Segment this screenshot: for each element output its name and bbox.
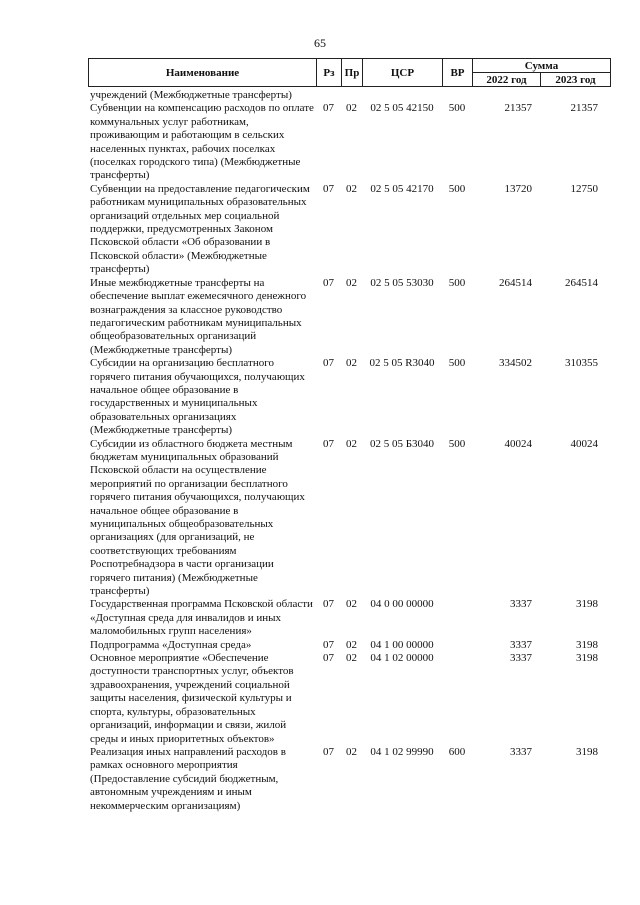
row-pr: 02 (346, 357, 357, 370)
row-rz: 07 (323, 102, 334, 115)
row-sum-2023: 310355 (565, 357, 598, 370)
row-sum-2022: 3337 (510, 598, 532, 611)
row-vr: 500 (448, 182, 466, 195)
row-csr: 02 5 05 53030 (370, 276, 434, 289)
row-sum-2022 (472, 89, 540, 102)
row-pr: 02 (346, 638, 357, 651)
row-pr: 02 (346, 182, 357, 195)
row-sum-2023: 3198 (576, 598, 598, 611)
row-pr: 02 (346, 745, 357, 758)
header-year-2022: 2022 год (473, 73, 541, 87)
table-row (88, 746, 610, 813)
table-row (88, 639, 610, 652)
table-row (88, 357, 610, 437)
row-vr (442, 598, 472, 638)
row-sum-2022: 264514 (499, 276, 532, 289)
row-pr: 02 (346, 437, 357, 450)
row-vr (442, 652, 472, 746)
row-sum-2023: 264514 (565, 276, 598, 289)
table-row (88, 277, 610, 357)
row-vr: 500 (448, 102, 466, 115)
row-rz: 07 (323, 437, 334, 450)
header-vr: ВР (443, 59, 473, 87)
row-vr (442, 89, 472, 102)
row-sum-2023: 3198 (576, 638, 598, 651)
row-sum-2022: 40024 (504, 437, 532, 450)
row-vr: 500 (448, 437, 466, 450)
table-body (88, 89, 610, 813)
table-row (88, 89, 610, 102)
table-row (88, 652, 610, 746)
row-rz: 07 (323, 745, 334, 758)
row-name: Подпрограмма «Доступная среда» (90, 638, 252, 651)
row-sum-2023: 21357 (570, 102, 598, 115)
row-name: Государственная программа Псковской области «Доступная среда для инвалидов и иных маломобильных групп населения» (90, 598, 313, 638)
row-pr (341, 89, 362, 102)
header-csr: ЦСР (363, 59, 443, 87)
row-csr: 04 0 00 00000 (370, 598, 434, 611)
row-csr (362, 89, 442, 102)
table-row (88, 438, 610, 599)
row-rz: 07 (323, 652, 334, 665)
row-sum-2022: 3337 (510, 638, 532, 651)
row-rz: 07 (323, 276, 334, 289)
row-csr: 02 5 05 R3040 (369, 357, 435, 370)
header-rz: Рз (317, 59, 342, 87)
row-rz (316, 89, 341, 102)
row-csr: 02 5 05 42170 (370, 182, 434, 195)
row-sum-2022: 21357 (504, 102, 532, 115)
row-vr: 500 (448, 357, 466, 370)
budget-table (88, 58, 610, 813)
row-name: Субсидии на организацию бесплатного горячего питания обучающихся, получающих начальное общее образование в государственных и муниципальных образовательных организациях (Межбюджетные трансферты) (90, 357, 305, 437)
header-sum: Сумма (473, 59, 611, 73)
row-csr: 04 1 02 00000 (370, 652, 434, 665)
row-csr: 02 5 05 42150 (370, 102, 434, 115)
row-sum-2022: 3337 (510, 652, 532, 665)
row-sum-2022: 334502 (499, 357, 532, 370)
row-rz: 07 (323, 182, 334, 195)
row-csr: 04 1 02 99990 (370, 745, 434, 758)
row-sum-2023: 40024 (570, 437, 598, 450)
row-sum-2023 (540, 89, 610, 102)
row-pr: 02 (346, 276, 357, 289)
row-csr: 04 1 00 00000 (370, 638, 434, 651)
row-sum-2023: 3198 (576, 652, 598, 665)
table-row (88, 598, 610, 638)
row-sum-2023: 12750 (570, 182, 598, 195)
row-pr: 02 (346, 652, 357, 665)
row-name: учреждений (Межбюджетные трансферты) (90, 89, 292, 101)
row-vr: 500 (448, 276, 466, 289)
header-year-2023: 2023 год (541, 73, 611, 87)
row-name: Реализация иных направлений расходов в рамках основного мероприятия (Предоставление субсидий бюджетным, автономным учреждениям и иным некоммерческим организациям) (90, 745, 286, 812)
row-vr (442, 639, 472, 652)
table-row (88, 183, 610, 277)
row-name: Иные межбюджетные трансферты на обеспечение выплат ежемесячного денежного вознаграждения за классное руководство педагогическим работникам муниципальных общеобразовательных организаций (Межбюджетные трансферты) (90, 276, 307, 356)
row-name: Субсидии из областного бюджета местным бюджетам муниципальных образований Псковской области на осуществление мероприятий по организации бесплатного горячего питания обучающихся, получающих начальное общее образование в муниципальных общеобразовательных организациях (для организаций, не соответствующих требованиям Роспотребнадзора в части организации горячего питания) (Межбюджетные трансферты) (90, 437, 305, 598)
header-name: Наименование (89, 59, 317, 87)
row-sum-2022: 13720 (504, 182, 532, 195)
row-name: Основное мероприятие «Обеспечение доступности транспортных услуг, объектов здравоохранения, учреждений социальной защиты населения, физической культуры и спорта, культуры, образовательных организаций, информации и связи, жилой среды и иных приоритетных объектов» (90, 652, 294, 745)
row-sum-2022: 3337 (510, 745, 532, 758)
table-row (88, 102, 610, 182)
row-rz: 07 (323, 357, 334, 370)
row-pr: 02 (346, 598, 357, 611)
page-number: 65 (314, 36, 326, 50)
header-pr: Пр (342, 59, 363, 87)
row-csr: 02 5 05 Б3040 (369, 437, 435, 450)
row-pr: 02 (346, 102, 357, 115)
row-vr: 600 (448, 745, 466, 758)
row-name: Субвенции на компенсацию расходов по оплате коммунальных услуг работникам, проживающим и работающим в сельских населенных пунктах, рабочих поселках (поселках городского типа) (Межбюджетные трансферты) (90, 102, 314, 182)
row-sum-2023: 3198 (576, 745, 598, 758)
row-rz: 07 (323, 638, 334, 651)
row-rz: 07 (323, 598, 334, 611)
table-header (88, 58, 611, 87)
row-name: Субвенции на предоставление педагогическим работникам муниципальных образовательных организаций отдельных мер социальной поддержки, предусмотренных Законом Псковской области «Об образовании в Псковской области» (Межбюджетные трансферты) (90, 182, 310, 276)
